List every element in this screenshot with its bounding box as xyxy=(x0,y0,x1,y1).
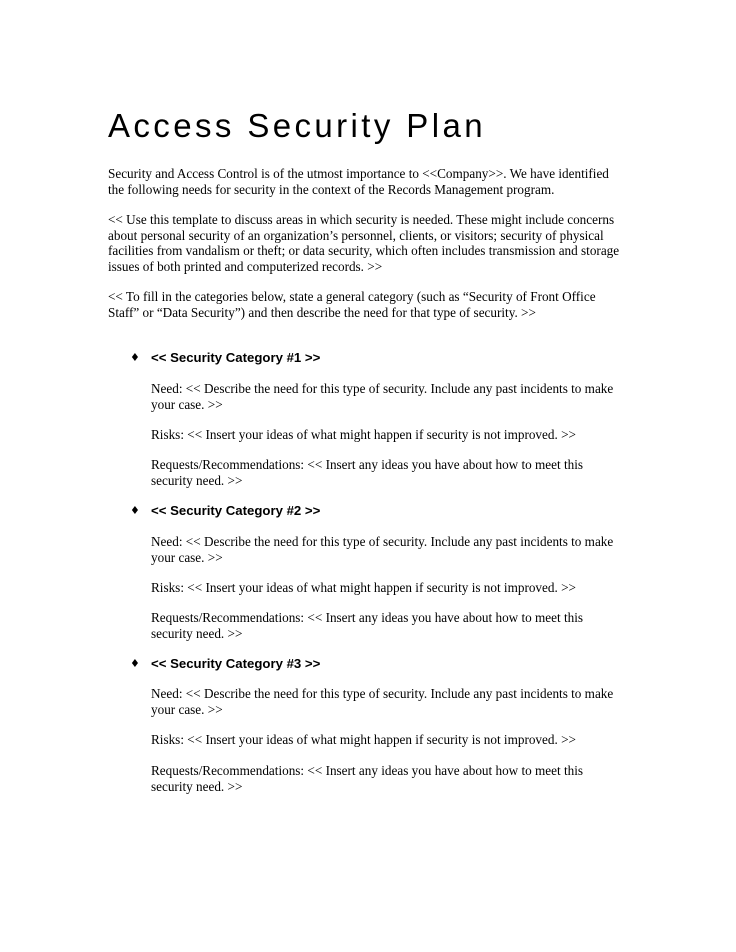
paragraph-line: facilities from vandalism or theft; or data security, which often includes transmission and storage xyxy=(108,243,620,259)
paragraph-line: about personal security of an organization’s personnel, clients, or visitors; security of physical xyxy=(108,227,604,243)
template-guidance-paragraph xyxy=(108,212,628,274)
paragraph-line: << To fill in the categories below, state a general category (such as “Security of Front Office xyxy=(108,289,596,304)
risks-line: Risks: << Insert your ideas of what might happen if security is not improved. >> xyxy=(151,427,576,442)
risks-line: Risks: << Insert your ideas of what might happen if security is not improved. >> xyxy=(151,580,576,595)
diamond-bullet-icon: ♦ xyxy=(130,504,140,517)
requests-text xyxy=(151,763,631,794)
requests-line: security need. >> xyxy=(151,778,243,794)
risks-text xyxy=(151,732,631,748)
need-line: Need: << Describe the need for this type of security. Include any past incidents to make xyxy=(151,534,614,549)
paragraph-line: << Use this template to discuss areas in which security is needed. These might include concerns xyxy=(108,212,615,227)
need-text xyxy=(151,686,631,717)
need-line: your case. >> xyxy=(151,549,223,565)
page-title: Access Security Plan xyxy=(108,107,486,144)
paragraph-line: Staff” or “Data Security”) and then describe the need for that type of security. >> xyxy=(108,304,536,320)
risks-text xyxy=(151,580,631,596)
requests-line: Requests/Recommendations: << Insert any ideas you have about how to meet this xyxy=(151,457,584,472)
need-line: Need: << Describe the need for this type of security. Include any past incidents to make xyxy=(151,381,614,396)
requests-line: security need. >> xyxy=(151,472,243,488)
need-text xyxy=(151,381,631,412)
risks-line: Risks: << Insert your ideas of what might happen if security is not improved. >> xyxy=(151,732,576,747)
need-line: your case. >> xyxy=(151,396,223,412)
need-line: your case. >> xyxy=(151,701,223,717)
category-title: << Security Category #3 >> xyxy=(151,656,321,671)
category-heading xyxy=(130,349,320,367)
requests-line: security need. >> xyxy=(151,625,243,641)
paragraph-line: Security and Access Control is of the utmost importance to <<Company>>. We have identified xyxy=(108,166,609,181)
requests-text xyxy=(151,457,631,488)
category-title: << Security Category #2 >> xyxy=(151,503,321,518)
intro-paragraph xyxy=(108,166,628,197)
category-title: << Security Category #1 >> xyxy=(151,350,321,365)
requests-line: Requests/Recommendations: << Insert any ideas you have about how to meet this xyxy=(151,763,584,778)
risks-text xyxy=(151,427,631,443)
category-heading xyxy=(130,502,320,520)
need-line: Need: << Describe the need for this type of security. Include any past incidents to make xyxy=(151,686,614,701)
instruction-paragraph xyxy=(108,289,628,320)
need-text xyxy=(151,534,631,565)
category-heading xyxy=(130,655,320,673)
diamond-bullet-icon: ♦ xyxy=(130,351,140,364)
requests-text xyxy=(151,610,631,641)
paragraph-line: the following needs for security in the context of the Records Management program. xyxy=(108,181,555,197)
requests-line: Requests/Recommendations: << Insert any ideas you have about how to meet this xyxy=(151,610,584,625)
paragraph-line: issues of both printed and computerized records. >> xyxy=(108,258,383,274)
diamond-bullet-icon: ♦ xyxy=(130,657,140,670)
